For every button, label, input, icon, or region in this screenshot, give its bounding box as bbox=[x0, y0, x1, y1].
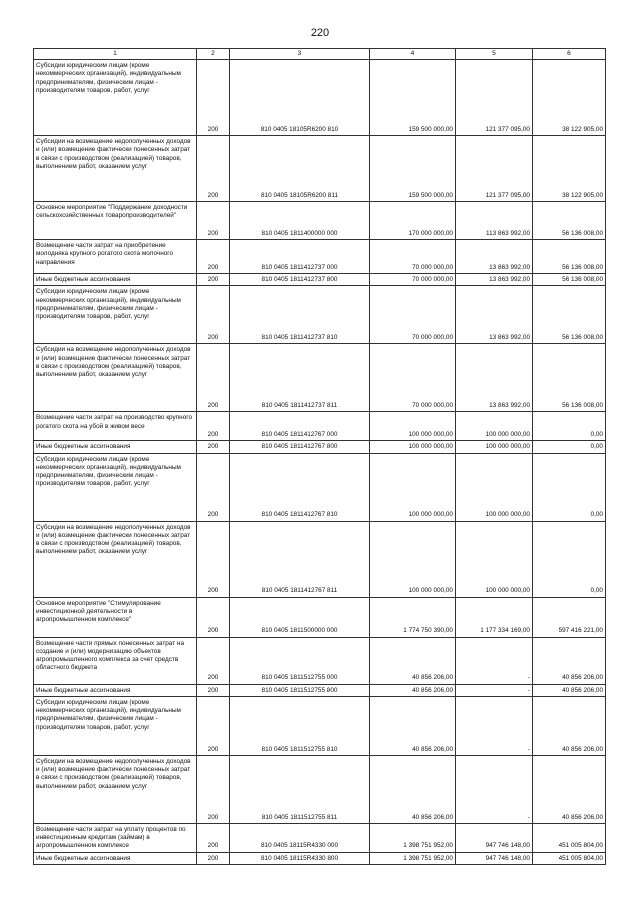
cell-amount-approved: 40 856 206,00 bbox=[370, 696, 456, 755]
cell-amount-remainder: 38 122 905,00 bbox=[533, 60, 606, 136]
table-row bbox=[34, 344, 606, 412]
table-header-row bbox=[34, 49, 606, 60]
table-row bbox=[34, 696, 606, 755]
cell-name: Основное мероприятие "Стимулирование инвестиционной деятельности в агропромышленном комплексе" bbox=[34, 597, 197, 637]
cell-amount-approved: 40 856 206,00 bbox=[370, 684, 456, 696]
cell-amount-remainder: 56 136 008,00 bbox=[533, 274, 606, 286]
cell-amount-approved: 70 000 000,00 bbox=[370, 344, 456, 412]
cell-amount-executed: 13 863 992,00 bbox=[456, 240, 533, 274]
cell-name: Возмещение части затрат на приобретение молодняка крупного рогатого скота молочного направления bbox=[34, 240, 197, 274]
cell-amount-remainder: 38 122 905,00 bbox=[533, 136, 606, 202]
cell-amount-remainder: 597 416 221,00 bbox=[533, 597, 606, 637]
cell-amount-remainder: 40 856 206,00 bbox=[533, 684, 606, 696]
table-row bbox=[34, 412, 606, 441]
cell-amount-remainder: 56 136 008,00 bbox=[533, 202, 606, 240]
budget-table bbox=[33, 48, 606, 865]
cell-kbk: 810 0405 1811412737 810 bbox=[230, 286, 370, 344]
table-row bbox=[34, 286, 606, 344]
cell-amount-executed: 100 000 000,00 bbox=[456, 453, 533, 521]
cell-amount-executed: 947 746 148,00 bbox=[456, 852, 533, 864]
table-row bbox=[34, 684, 606, 696]
cell-name: Субсидии юридическим лицам (кроме некоммерческих организаций), индивидуальным предпринимателям, физическим лицам - производителям товаров, работ, услуг bbox=[34, 696, 197, 755]
cell-code: 200 bbox=[197, 344, 230, 412]
cell-kbk: 810 0405 1811512755 000 bbox=[230, 637, 370, 684]
cell-code: 200 bbox=[197, 412, 230, 441]
cell-kbk: 810 0405 1811512755 810 bbox=[230, 696, 370, 755]
cell-amount-approved: 100 000 000,00 bbox=[370, 412, 456, 441]
cell-amount-approved: 1 398 751 952,00 bbox=[370, 852, 456, 864]
cell-code: 200 bbox=[197, 136, 230, 202]
cell-code: 200 bbox=[197, 521, 230, 597]
cell-code: 200 bbox=[197, 240, 230, 274]
cell-code: 200 bbox=[197, 637, 230, 684]
cell-kbk: 810 0405 1811412767 810 bbox=[230, 453, 370, 521]
column-header: 1 bbox=[34, 49, 197, 60]
cell-kbk: 810 0405 1811412767 000 bbox=[230, 412, 370, 441]
cell-amount-approved: 70 000 000,00 bbox=[370, 240, 456, 274]
cell-amount-approved: 1 774 750 390,00 bbox=[370, 597, 456, 637]
cell-amount-executed: 100 000 000,00 bbox=[456, 412, 533, 441]
budget-table-body bbox=[34, 49, 606, 865]
cell-amount-executed: 1 177 334 169,00 bbox=[456, 597, 533, 637]
cell-amount-executed: - bbox=[456, 637, 533, 684]
table-row bbox=[34, 274, 606, 286]
cell-kbk: 810 0405 1811400000 000 bbox=[230, 202, 370, 240]
cell-amount-remainder: 0,00 bbox=[533, 441, 606, 453]
cell-amount-approved: 170 000 000,00 bbox=[370, 202, 456, 240]
cell-amount-approved: 40 856 206,00 bbox=[370, 755, 456, 823]
cell-name: Иные бюджетные ассигнования bbox=[34, 684, 197, 696]
column-header: 6 bbox=[533, 49, 606, 60]
cell-amount-approved: 100 000 000,00 bbox=[370, 453, 456, 521]
cell-amount-approved: 70 000 000,00 bbox=[370, 286, 456, 344]
table-row bbox=[34, 521, 606, 597]
cell-kbk: 810 0405 1811500000 000 bbox=[230, 597, 370, 637]
cell-code: 200 bbox=[197, 453, 230, 521]
cell-code: 200 bbox=[197, 286, 230, 344]
cell-name: Субсидии юридическим лицам (кроме некоммерческих организаций), индивидуальным предпринимателям, физическим лицам - производителям товаров, работ, услуг bbox=[34, 453, 197, 521]
cell-amount-approved: 100 000 000,00 bbox=[370, 441, 456, 453]
cell-name: Субсидии на возмещение недополученных доходов и (или) возмещение фактически понесенных затрат в связи с производством (реализацией) товаров, выполнением работ, оказанием услуг bbox=[34, 755, 197, 823]
cell-amount-approved: 40 856 206,00 bbox=[370, 637, 456, 684]
cell-name: Иные бюджетные ассигнования bbox=[34, 274, 197, 286]
cell-name: Субсидии на возмещение недополученных доходов и (или) возмещение фактически понесенных затрат в связи с производством (реализацией) товаров, выполнением работ, оказанием услуг bbox=[34, 344, 197, 412]
column-header: 2 bbox=[197, 49, 230, 60]
page-number: 220 bbox=[310, 27, 330, 39]
cell-kbk: 810 0405 1811412767 800 bbox=[230, 441, 370, 453]
cell-amount-remainder: 40 856 206,00 bbox=[533, 755, 606, 823]
cell-amount-remainder: 451 005 804,00 bbox=[533, 852, 606, 864]
cell-amount-executed: 121 377 095,00 bbox=[456, 60, 533, 136]
cell-code: 200 bbox=[197, 60, 230, 136]
cell-code: 200 bbox=[197, 852, 230, 864]
cell-amount-executed: - bbox=[456, 684, 533, 696]
table-row bbox=[34, 441, 606, 453]
cell-kbk: 810 0405 18105R6200 810 bbox=[230, 60, 370, 136]
table-row bbox=[34, 823, 606, 852]
cell-amount-executed: 13 863 992,00 bbox=[456, 274, 533, 286]
cell-amount-executed: 947 746 148,00 bbox=[456, 823, 533, 852]
cell-kbk: 810 0405 18115R4330 000 bbox=[230, 823, 370, 852]
cell-name: Иные бюджетные ассигнования bbox=[34, 441, 197, 453]
cell-kbk: 810 0405 1811512755 811 bbox=[230, 755, 370, 823]
cell-kbk: 810 0405 1811412737 811 bbox=[230, 344, 370, 412]
column-header: 3 bbox=[230, 49, 370, 60]
cell-name: Субсидии на возмещение недополученных доходов и (или) возмещение фактически понесенных затрат в связи с производством (реализацией) товаров, выполнением работ, оказанием услуг bbox=[34, 136, 197, 202]
table-row bbox=[34, 755, 606, 823]
table-row bbox=[34, 852, 606, 864]
table-row bbox=[34, 637, 606, 684]
cell-name: Субсидии на возмещение недополученных доходов и (или) возмещение фактически понесенных затрат в связи с производством (реализацией) товаров, выполнением работ, оказанием услуг bbox=[34, 521, 197, 597]
table-row bbox=[34, 202, 606, 240]
cell-name: Возмещение части прямых понесенных затрат на создание и (или) модернизацию объектов агропромышленного комплекса за счет средств областного бюджета bbox=[34, 637, 197, 684]
cell-amount-remainder: 0,00 bbox=[533, 412, 606, 441]
cell-amount-remainder: 0,00 bbox=[533, 521, 606, 597]
cell-code: 200 bbox=[197, 684, 230, 696]
cell-kbk: 810 0405 1811512755 800 bbox=[230, 684, 370, 696]
table-row bbox=[34, 60, 606, 136]
cell-amount-executed: 100 000 000,00 bbox=[456, 441, 533, 453]
cell-amount-remainder: 40 856 206,00 bbox=[533, 696, 606, 755]
cell-amount-remainder: 0,00 bbox=[533, 453, 606, 521]
cell-name: Возмещение части затрат на производство крупного рогатого скота на убой в живом весе bbox=[34, 412, 197, 441]
table-row bbox=[34, 597, 606, 637]
cell-amount-approved: 159 500 000,00 bbox=[370, 136, 456, 202]
cell-code: 200 bbox=[197, 202, 230, 240]
cell-amount-executed: 121 377 095,00 bbox=[456, 136, 533, 202]
cell-amount-executed: 13 863 992,00 bbox=[456, 344, 533, 412]
table-row bbox=[34, 453, 606, 521]
cell-amount-remainder: 56 136 008,00 bbox=[533, 286, 606, 344]
cell-amount-executed: - bbox=[456, 696, 533, 755]
cell-code: 200 bbox=[197, 696, 230, 755]
cell-amount-remainder: 56 136 008,00 bbox=[533, 344, 606, 412]
cell-kbk: 810 0405 18105R6200 811 bbox=[230, 136, 370, 202]
cell-amount-remainder: 56 136 008,00 bbox=[533, 240, 606, 274]
cell-code: 200 bbox=[197, 441, 230, 453]
cell-amount-executed: - bbox=[456, 755, 533, 823]
cell-amount-approved: 1 398 751 952,00 bbox=[370, 823, 456, 852]
cell-kbk: 810 0405 1811412737 800 bbox=[230, 274, 370, 286]
cell-code: 200 bbox=[197, 755, 230, 823]
cell-kbk: 810 0405 18115R4330 800 bbox=[230, 852, 370, 864]
cell-name: Иные бюджетные ассигнования bbox=[34, 852, 197, 864]
cell-kbk: 810 0405 1811412737 000 bbox=[230, 240, 370, 274]
cell-amount-approved: 70 000 000,00 bbox=[370, 274, 456, 286]
cell-amount-approved: 159 500 000,00 bbox=[370, 60, 456, 136]
cell-code: 200 bbox=[197, 823, 230, 852]
cell-amount-executed: 113 863 992,00 bbox=[456, 202, 533, 240]
column-header: 4 bbox=[370, 49, 456, 60]
cell-code: 200 bbox=[197, 597, 230, 637]
cell-amount-remainder: 40 856 206,00 bbox=[533, 637, 606, 684]
cell-kbk: 810 0405 1811412767 811 bbox=[230, 521, 370, 597]
table-row bbox=[34, 136, 606, 202]
cell-name: Субсидии юридическим лицам (кроме некоммерческих организаций), индивидуальным предпринимателям, физическим лицам - производителям товаров, работ, услуг bbox=[34, 286, 197, 344]
column-header: 5 bbox=[456, 49, 533, 60]
table-row bbox=[34, 240, 606, 274]
cell-name: Субсидии юридическим лицам (кроме некоммерческих организаций), индивидуальным предпринимателям, физическим лицам - производителям товаров, работ, услуг bbox=[34, 60, 197, 136]
cell-amount-executed: 100 000 000,00 bbox=[456, 521, 533, 597]
cell-amount-remainder: 451 005 804,00 bbox=[533, 823, 606, 852]
cell-name: Возмещение части затрат на уплату процентов по инвестиционным кредитам (займам) в агропромышленном комплексе bbox=[34, 823, 197, 852]
cell-name: Основное мероприятие "Поддержание доходности сельскохозяйственных товаропроизводителей" bbox=[34, 202, 197, 240]
cell-amount-approved: 100 000 000,00 bbox=[370, 521, 456, 597]
cell-amount-executed: 13 863 992,00 bbox=[456, 286, 533, 344]
cell-code: 200 bbox=[197, 274, 230, 286]
